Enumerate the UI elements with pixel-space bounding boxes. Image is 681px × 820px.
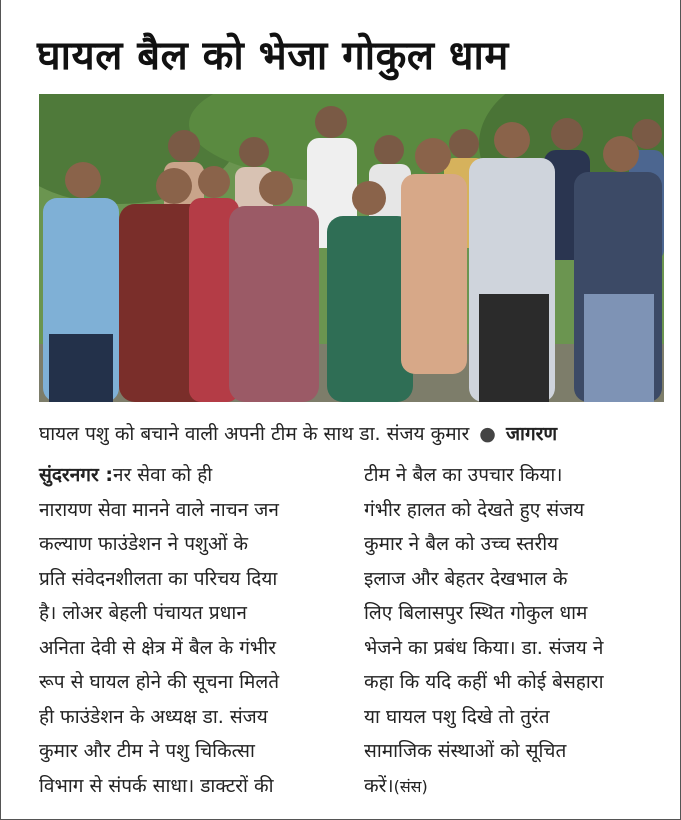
article-column-left <box>39 458 339 803</box>
body-line: अनिता देवी से क्षेत्र में बैल के गंभीर <box>39 636 276 659</box>
body-line: ही फाउंडेशन के अध्यक्ष डा. संजय <box>39 705 268 728</box>
body-line: गंभीर हालत को देखते हुए संजय <box>364 498 585 521</box>
body-line: रूप से घायल होने की सूचना मिलते <box>39 671 280 693</box>
group-photo-illustration <box>39 94 664 402</box>
body-line: भेजने का प्रबंध किया। डा. संजय ने <box>364 636 604 659</box>
body-line: कुमार ने बैल को उच्च स्तरीय <box>364 533 559 555</box>
body-line: है। लोअर बेहली पंचायत प्रधान <box>39 602 247 624</box>
body-line: लिए बिलासपुर स्थित गोकुल धाम <box>364 602 588 624</box>
body-text: करें। <box>364 774 394 797</box>
body-text: नर सेवा को ही <box>112 464 213 486</box>
body-line: टीम ने बैल का उपचार किया। <box>364 464 563 486</box>
body-line: नारायण सेवा मानने वाले नाचन जन <box>39 498 279 521</box>
body-line: सामाजिक संस्थाओं को सूचित <box>364 740 567 762</box>
end-credit: (संस) <box>393 776 428 796</box>
dateline: सुंदरनगर : <box>39 464 113 486</box>
bullet-dot-icon: ● <box>479 423 496 445</box>
body-line: प्रति संवेदनशीलता का परिचय दिया <box>39 567 278 590</box>
body-line <box>364 769 664 805</box>
group-photo <box>39 94 664 402</box>
photo-caption: घायल पशु को बचाने वाली अपनी टीम के साथ डा. संजय कुमार <box>39 423 470 445</box>
body-line: कल्याण फाउंडेशन ने पशुओं के <box>39 533 248 555</box>
body-line: कहा कि यदि कहीं भी कोई बेसहारा <box>364 671 604 693</box>
body-line: इलाज और बेहतर देखभाल के <box>364 567 568 590</box>
photo-credit: जागरण <box>505 423 558 445</box>
photo-caption-row <box>39 420 669 446</box>
body-line: या घायल पशु दिखे तो तुरंत <box>364 705 550 728</box>
headline: घायल बैल को भेजा गोकुल धाम <box>37 33 509 79</box>
article-column-right <box>364 458 664 804</box>
body-line <box>39 458 339 493</box>
body-line: विभाग से संपर्क साधा। डाक्टरों की <box>39 774 274 797</box>
body-line: कुमार और टीम ने पशु चिकित्सा <box>39 740 255 762</box>
